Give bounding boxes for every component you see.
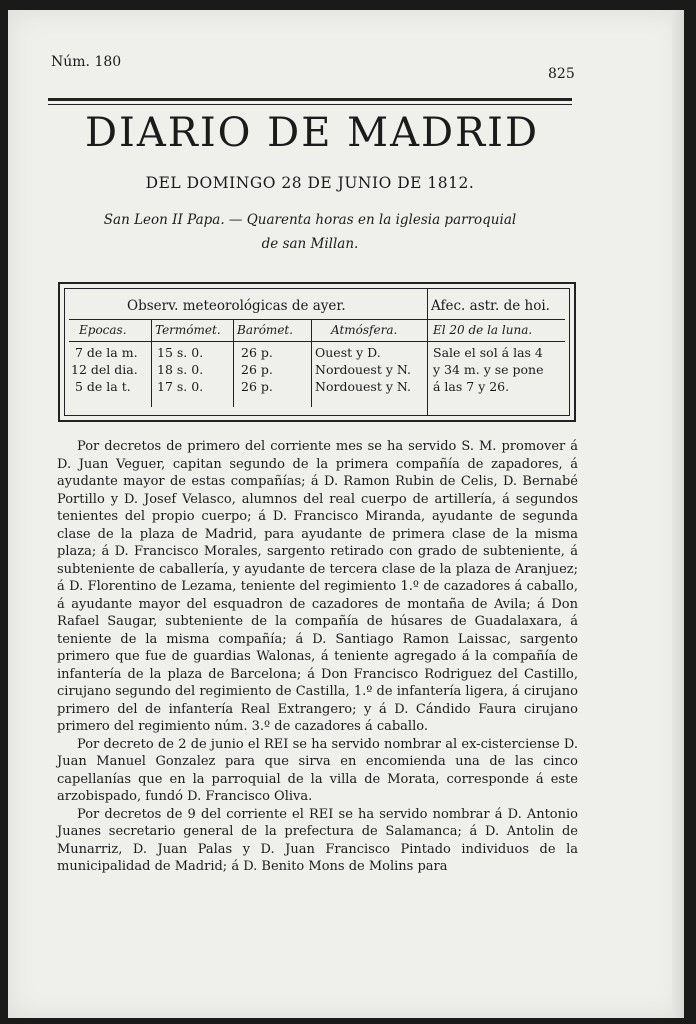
- col-header-barometro: Barómet.: [237, 323, 294, 337]
- row2-baro: 26 p.: [241, 362, 273, 377]
- saint-of-day: [68, 208, 552, 256]
- saint-line-2: de san Millan.: [261, 236, 359, 252]
- col-header-luna: El 20 de la luna.: [433, 323, 533, 337]
- col-header-termometro: Termómet.: [155, 323, 221, 337]
- header-rule-thin: [48, 104, 572, 105]
- row1-epoca: 7 de la m.: [75, 345, 138, 360]
- row1-atmos: Ouest y D.: [315, 345, 381, 360]
- header-rule-thick: [48, 98, 572, 101]
- col-divider-4: [427, 289, 428, 415]
- row1-baro: 26 p.: [241, 345, 273, 360]
- newspaper-page: [8, 10, 684, 1018]
- paragraph-capellania: Por decreto de 2 de junio el REI se ha servido nombrar al ex-cisterciense D. Juan Manuel Gonzalez para que sirva en encomienda una de las cinco capellanías que en la parroquial de la villa de Morata, corresponde á este arzobispado, fundó D. Francisco Oliva.: [57, 736, 578, 804]
- row1-termo: 15 s. 0.: [157, 345, 204, 360]
- page-edge: [672, 10, 684, 1018]
- meteorological-table: [58, 282, 576, 422]
- row2-atmos: Nordouest y N.: [315, 362, 411, 377]
- astro-line-3: á las 7 y 26.: [433, 379, 510, 394]
- paragraph-promotions: Por decretos de primero del corriente mes se ha servido S. M. promover á D. Juan Veguer, capitan segundo de la primera compañía de zapadores, á ayudante mayor de estas compañías; á D. Ramon Rubin de Celis, D. Bernabé Portillo y D. Josef Velasco, alumnos del real cuerpo de artillería, á segundos tenientes del propio cuerpo; á D. Francisco Miranda, ayudante de segunda clase de la plaza de Madrid, para ayudante de primera clase de la misma plaza; á D. Francisco Morales, sargento retirado con grado de subteniente, á subteniente de caballería, y ayudante de tercera clase de la plaza de Aranjuez; á D. Florentino de Lezama, teniente del regimiento 1.º de cazadores á caballo, á ayudante mayor del esquadron de cazadores de montaña de Avila; á Don Rafael Saugar, subteniente de la compañía de húsares de Guadalaxara, á teniente de la misma compañía; á D. Santiago Ramon Laissac, sargento primero que fue de guardias Walonas, á teniente agregado á la compañía de infantería de la plaza de Barcelona; á Don Francisco Rodriguez del Castillo, cirujano segundo del regimiento de Castilla, 1.º de infantería ligera, á cirujano primero del de infantería Real Extrangero; y á D. Cándido Faura cirujano primero del regimiento núm. 3.º de cazadores á caballo.: [57, 439, 578, 734]
- row3-atmos: Nordouest y N.: [315, 379, 411, 394]
- col-divider-2: [233, 319, 234, 407]
- issue-number: Núm. 180: [51, 54, 122, 70]
- col-header-atmosfera: Atmósfera.: [331, 323, 398, 337]
- row3-termo: 17 s. 0.: [157, 379, 204, 394]
- article-body: [57, 438, 578, 876]
- masthead-title: DIARIO DE MADRID: [84, 110, 540, 156]
- meteo-header-divider: [69, 319, 565, 320]
- row3-baro: 26 p.: [241, 379, 273, 394]
- col-header-epocas: Epocas.: [79, 323, 127, 337]
- saint-line-1: San Leon II Papa. — Quarenta horas en la iglesia parroquial: [103, 212, 517, 228]
- astro-line-1: Sale el sol á las 4: [433, 345, 543, 360]
- page-number: 825: [548, 66, 575, 82]
- date-line: DEL DOMINGO 28 DE JUNIO DE 1812.: [145, 174, 475, 192]
- meteo-column-divider: [69, 341, 565, 342]
- meteo-title: Observ. meteorológicas de ayer.: [127, 298, 346, 314]
- col-divider-1: [151, 319, 152, 407]
- row2-epoca: 12 del dia.: [71, 362, 138, 377]
- astro-line-2: y 34 m. y se pone: [433, 362, 544, 377]
- row3-epoca: 5 de la t.: [75, 379, 131, 394]
- meteorological-table-inner: [64, 288, 570, 416]
- col-divider-3: [311, 319, 312, 407]
- paragraph-appointments: Por decretos de 9 del corriente el REI se ha servido nombrar á D. Antonio Juanes secretario general de la prefectura de Salamanca; á D. Antolin de Munarriz, D. Juan Palas y D. Juan Francisco Pintado individuos de la municipalidad de Madrid; á D. Benito Mons de Molins para: [57, 806, 578, 874]
- row2-termo: 18 s. 0.: [157, 362, 204, 377]
- astro-title: Afec. astr. de hoi.: [431, 298, 550, 314]
